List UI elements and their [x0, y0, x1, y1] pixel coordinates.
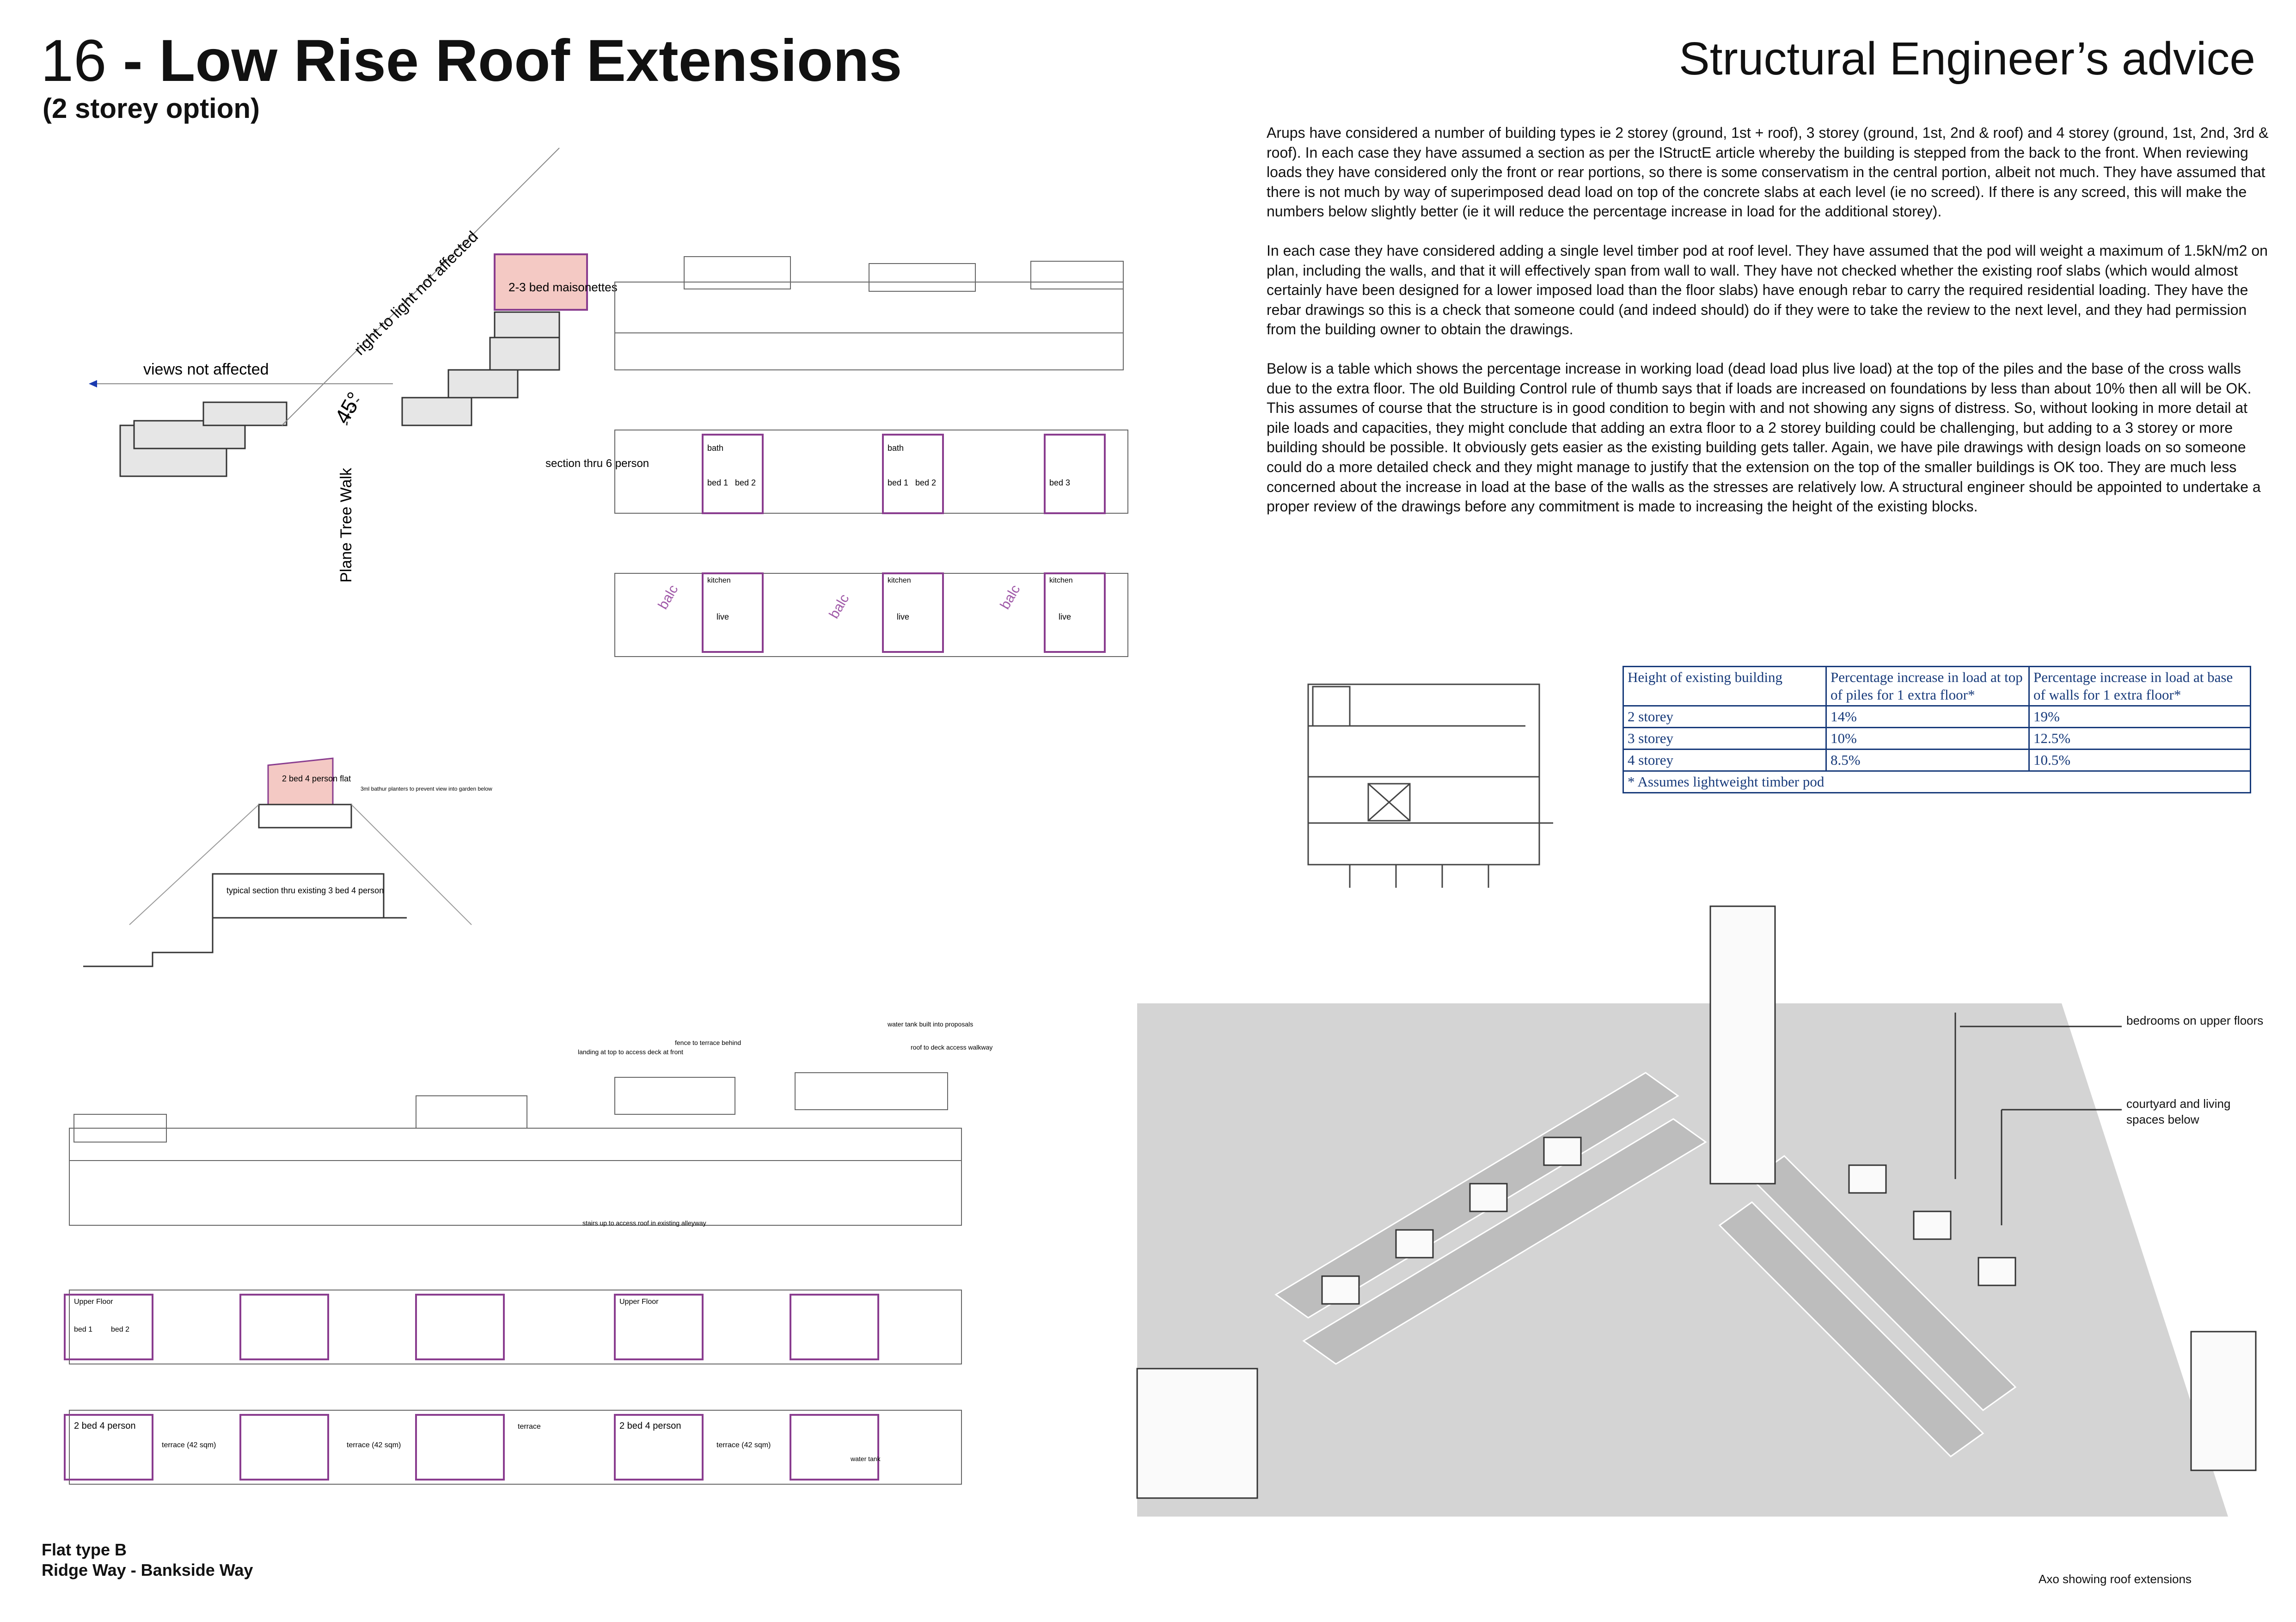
advice-text: [1267, 123, 2270, 536]
flat-type-caption: [42, 1540, 253, 1580]
room-label: live: [897, 612, 910, 621]
typical-section: [83, 749, 499, 976]
flat-type-line: Flat type B: [42, 1540, 127, 1559]
table-header: Percentage increase in load at top of piles for 1 extra floor*: [1826, 667, 2029, 706]
structural-section: [1257, 657, 1599, 897]
roof-pod-icon: [1470, 1184, 1507, 1211]
unit-plan: [1045, 573, 1105, 652]
advice-paragraph: Arups have considered a number of building types ie 2 storey (ground, 1st + roof), 3 storey (ground, 1st, 2nd & roof) and 4 storey (ground, 1st, 2nd, 3rd & roof). In each case they have assumed a section as per the IStructE article whereby the building is stepped from the back to the front. When reviewing loads they have considered only the front or rear portions, so there is some conservatism in the central portion, albeit not much. They have assumed that there is not much by way of superimposed dead load on top of the concrete slabs at each level (ie no screed). If there is any screed, this will make the numbers below slightly better (ie it will reduce the percentage increase in load for the additional storey).: [1267, 124, 2269, 220]
room-label: bath: [707, 443, 724, 453]
roof-pod: [869, 264, 975, 291]
room-label: bath: [888, 443, 904, 453]
table-row: [1623, 750, 2251, 771]
balc-label: balc: [826, 591, 852, 621]
room-label: 2 bed 4 person: [74, 1421, 136, 1431]
note: stairs up to access roof in existing alleyway: [582, 1219, 706, 1227]
flat-type-line: Ridge Way - Bankside Way: [42, 1561, 253, 1579]
unit-plan: [1045, 435, 1105, 513]
room-label: terrace (42 sqm): [716, 1441, 771, 1449]
unit-plan: [703, 573, 763, 652]
unit-plan: [240, 1415, 328, 1480]
elevation-outline: [69, 1128, 961, 1225]
room-label: Upper Floor: [74, 1298, 113, 1306]
note: water tank built into proposals: [888, 1020, 974, 1028]
unit-plan: [790, 1415, 878, 1480]
table-cell: 14%: [1826, 706, 2029, 728]
page-subtitle: (2 storey option): [43, 93, 260, 124]
advice-paragraph: Below is a table which shows the percentage increase in working load (dead load plus live load) at the top of the piles and the base of the cross walls due to the extra floor. The old Building Control rule of thumb says that if loads are increased on foundations by less than about 10% then all will be OK. This assumes of course that the structure is in good condition to begin with and not showing any signs of distress. So, without looking in more detail at pile loads and capacities, they might conclude that adding an extra floor to a 2 storey building could be challenging, but adding to a 3 storey or more building should be possible. It obviously gets easier as the existing building gets taller. Again, we have pile drawings with design loads on so someone could do a more detailed check and they might manage to justify that the extension on the top of the smaller buildings is OK too. They are much less concerned about the increase in load at the base of the walls as the stresses are relatively low. A structural engineer should be appointed to undertake a proper review of the drawings before any commitment is made to increasing the height of the existing blocks.: [1267, 360, 2261, 515]
table-cell: 10%: [1826, 728, 2029, 750]
table-cell: 10.5%: [2029, 750, 2251, 771]
room-label: terrace (42 sqm): [162, 1441, 216, 1449]
roof-pod: [1031, 261, 1123, 289]
table-cell: 8.5%: [1826, 750, 2029, 771]
unit-plan: [883, 573, 943, 652]
tower-block: [1710, 906, 1775, 1184]
long-elevation-and-plans: [65, 1008, 993, 1493]
room-label: live: [716, 612, 729, 621]
roof-pod-icon: [1914, 1211, 1951, 1239]
table-row: [1623, 706, 2251, 728]
load-increase-table: [1623, 666, 2251, 793]
unit-plan: [240, 1295, 328, 1359]
note: landing at top to access deck at front: [578, 1048, 684, 1056]
section-note: section thru 6 person: [545, 457, 649, 470]
existing-label: typical section thru existing 3 bed 4 person: [227, 886, 384, 895]
room-label: bed 1: [74, 1326, 93, 1333]
angle-label: 45°: [330, 387, 367, 428]
arrow-icon: [89, 380, 97, 387]
plan-strip: [615, 430, 1128, 513]
street-label: Plane Tree Walk: [337, 467, 355, 583]
axo-label-courtyard: courtyard and living spaces below: [2126, 1097, 2231, 1126]
room-label: bed 2: [111, 1326, 130, 1333]
corner-block: [2191, 1332, 2256, 1470]
plan-strip: [69, 1290, 961, 1364]
room-label: bed 1: [707, 478, 729, 487]
table-header: Height of existing building: [1623, 667, 1826, 706]
corner-block: [1137, 1369, 1257, 1498]
balc-label: balc: [997, 582, 1023, 612]
roof-pod-icon: [1396, 1230, 1433, 1258]
table-row: [1623, 728, 2251, 750]
balc-label: balc: [655, 582, 681, 612]
room-label: kitchen: [888, 577, 911, 584]
table-cell: 19%: [2029, 706, 2251, 728]
axo-drawing: [1137, 879, 2256, 1526]
stepped-block: [203, 402, 287, 425]
axo-label-bedrooms: bedrooms on upper floors: [2126, 1014, 2264, 1027]
room-label: terrace: [518, 1423, 541, 1431]
section-heading: Structural Engineer’s advice: [1679, 33, 2255, 85]
stepped-block: [448, 370, 518, 398]
site-section-diagram: [69, 139, 618, 601]
room-label: bed 3: [1049, 478, 1071, 487]
roof-pod: [684, 257, 790, 289]
elevation-outline: [615, 282, 1123, 370]
room-label: terrace (42 sqm): [347, 1441, 401, 1449]
room-label: Upper Floor: [619, 1298, 659, 1306]
room-label: bed 2: [915, 478, 937, 487]
table-cell: 2 storey: [1623, 706, 1826, 728]
table-header-row: [1623, 667, 2251, 706]
plan-strip: [615, 573, 1128, 657]
roof-pod-icon: [1849, 1165, 1886, 1193]
views-label: views not affected: [143, 361, 269, 378]
advice-paragraph: In each case they have considered adding a single level timber pod at roof level. They have assumed that the pod will weight a maximum of 1.5kN/m2 on plan, including the walls, and that it will effectively span from wall to wall. They have not checked whether the existing roof slabs (which would almost certainly have been designed for a lower imposed load than the floor slabs) have enough rebar to carry the required residential loading. They have the rebar drawings so this is a check that someone could (and indeed should) do if they were to take the review to the next level, and they had permission from the building owner to obtain the drawings.: [1267, 242, 2268, 338]
unit-plan: [416, 1415, 504, 1480]
flat-label: 2 bed 4 person flat: [282, 774, 351, 783]
table-cell: 3 storey: [1623, 728, 1826, 750]
table-header: Percentage increase in load at base of walls for 1 extra floor*: [2029, 667, 2251, 706]
top-elevation-and-plans: [545, 240, 1160, 666]
axo-caption: Axo showing roof extensions: [2039, 1572, 2192, 1586]
table-footnote-row: [1623, 771, 2251, 793]
table-cell: 4 storey: [1623, 750, 1826, 771]
maisonettes-label: 2-3 bed maisonettes: [508, 280, 618, 294]
axo-ground: [1137, 1003, 2228, 1517]
unit-plan: [790, 1295, 878, 1359]
planter-note: 3ml bathur planters to prevent view into garden below: [361, 786, 492, 792]
note: fence to terrace behind: [675, 1039, 741, 1046]
room-label: kitchen: [1049, 577, 1073, 584]
roof-pod-icon: [1544, 1137, 1581, 1165]
room-label: bed 1: [888, 478, 909, 487]
unit-plan: [416, 1295, 504, 1359]
note: roof to deck access walkway: [911, 1044, 993, 1051]
roof-pod-icon: [1322, 1276, 1359, 1304]
roof-pod-icon: [1978, 1258, 2015, 1285]
room-label: kitchen: [707, 577, 731, 584]
page-title: 16 - Low Rise Roof Extensions: [41, 28, 902, 94]
table-footnote: * Assumes lightweight timber pod: [1623, 771, 2251, 793]
room-label: bed 2: [735, 478, 756, 487]
table-cell: 12.5%: [2029, 728, 2251, 750]
stepped-block: [402, 398, 471, 425]
room-label: live: [1059, 612, 1071, 621]
room-label: 2 bed 4 person: [619, 1421, 681, 1431]
room-label: water tank: [851, 1455, 881, 1462]
light-label: right to light not affected: [350, 227, 482, 359]
